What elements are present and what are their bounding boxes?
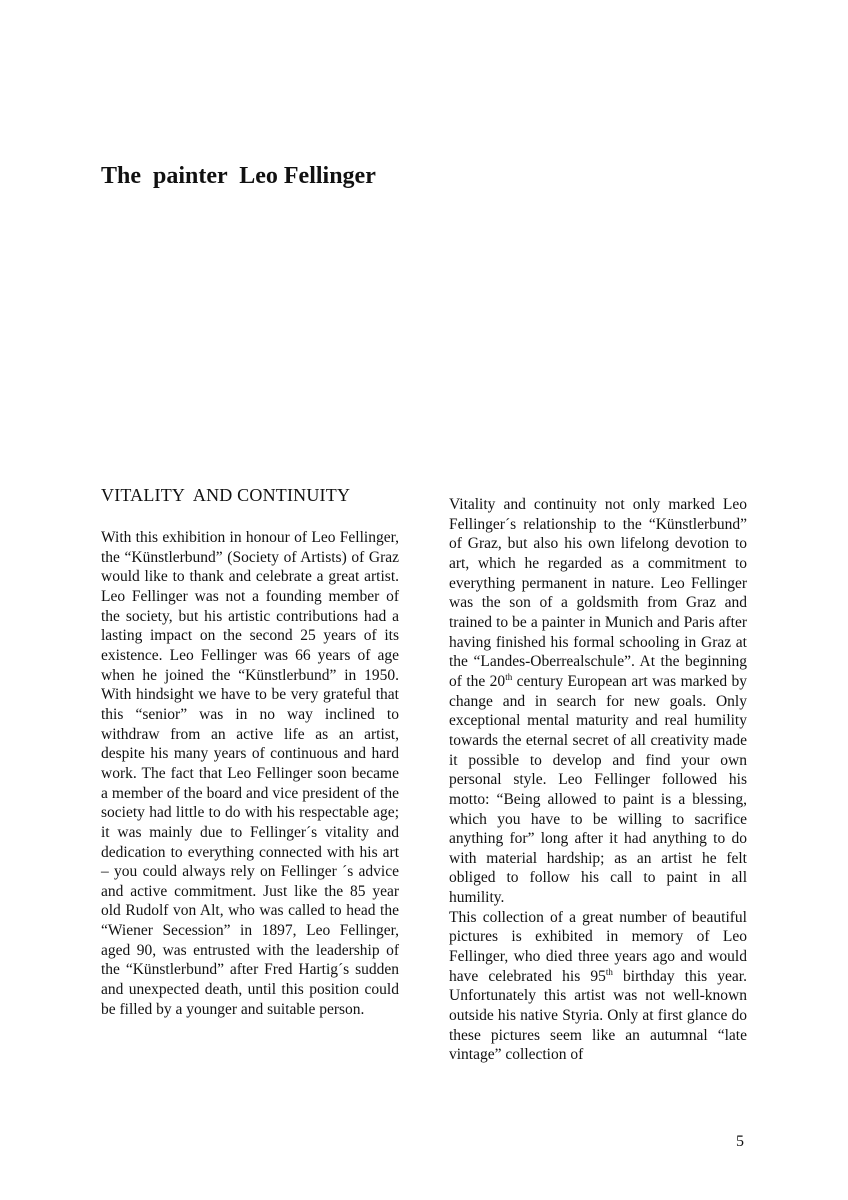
page-title: The painter Leo Fellinger: [101, 163, 376, 189]
left-column: [101, 528, 399, 1019]
right-paragraph-2-text-b: birthday this year. Unfortunately this artist was not well-known outside his native Styria. Only at first glance do these pictures seem like an autumnal “late vintage” collection of: [449, 967, 747, 1064]
right-paragraph-2-text-a: This collection of a great number of beautiful pictures is exhibited in memory of Leo Fellinger, who died three years ago and would have celebrated his 95: [449, 908, 747, 985]
right-paragraph-2: [449, 908, 747, 1065]
ordinal-superscript: th: [505, 671, 513, 682]
right-column: [449, 495, 747, 1065]
ordinal-superscript: th: [605, 966, 613, 977]
left-paragraph: With this exhibition in honour of Leo Fellinger, the “Künstlerbund” (Society of Artists) of Graz would like to thank and celebrate a great artist. Leo Fellinger was not a founding member of the society, but his artistic contributions had a lasting impact on the second 25 years of its existence. Leo Fellinger was 66 years of age when he joined the “Künstlerbund” in 1950. With hindsight we have to be very grateful that this “senior” was in no way inclined to withdraw from an active life as an artist, despite his many years of continuous and hard work. The fact that Leo Fellinger soon became a member of the board and vice president of the society had little to do with his respectable age; it was mainly due to Fellinger´s vitality and dedication to everything connected with his art – you could always rely on Fellinger ´s advice and active commitment. Just like the 85 year old Rudolf von Alt, who was called to head the “Wiener Secession” in 1897, Leo Fellinger, aged 90, was entrusted with the leadership of the “Künstlerbund” after Fred Hartig´s sudden and unexpected death, until this position could be filled by a younger and suitable person.: [101, 529, 399, 1018]
page-number: 5: [736, 1133, 744, 1150]
section-heading: VITALITY AND CONTINUITY: [101, 485, 351, 505]
right-paragraph-1: [449, 495, 747, 908]
right-paragraph-1-text-b: century European art was marked by change and in search for new goals. Only exceptional mental maturity and real humility towards the eternal secret of all creativity made it possible to develop and find your own personal style. Leo Fellinger followed his motto: “Being allowed to paint is a blessing, which you have to be willing to sacrifice anything for” long after it had anything to do with material hardship; as an artist he felt obliged to follow his call to paint in all humility.: [449, 672, 747, 907]
right-paragraph-1-text-a: Vitality and continuity not only marked Leo Fellinger´s relationship to the “Künstlerbund” of Graz, but also his own lifelong devotion to art, which he regarded as a commitment to everything permanent in nature. Leo Fellinger was the son of a goldsmith from Graz and trained to be a painter in Munich and Paris after having finished his formal schooling in Graz at the “Landes-Oberrealschule”. At the beginning of the 20: [449, 496, 747, 690]
